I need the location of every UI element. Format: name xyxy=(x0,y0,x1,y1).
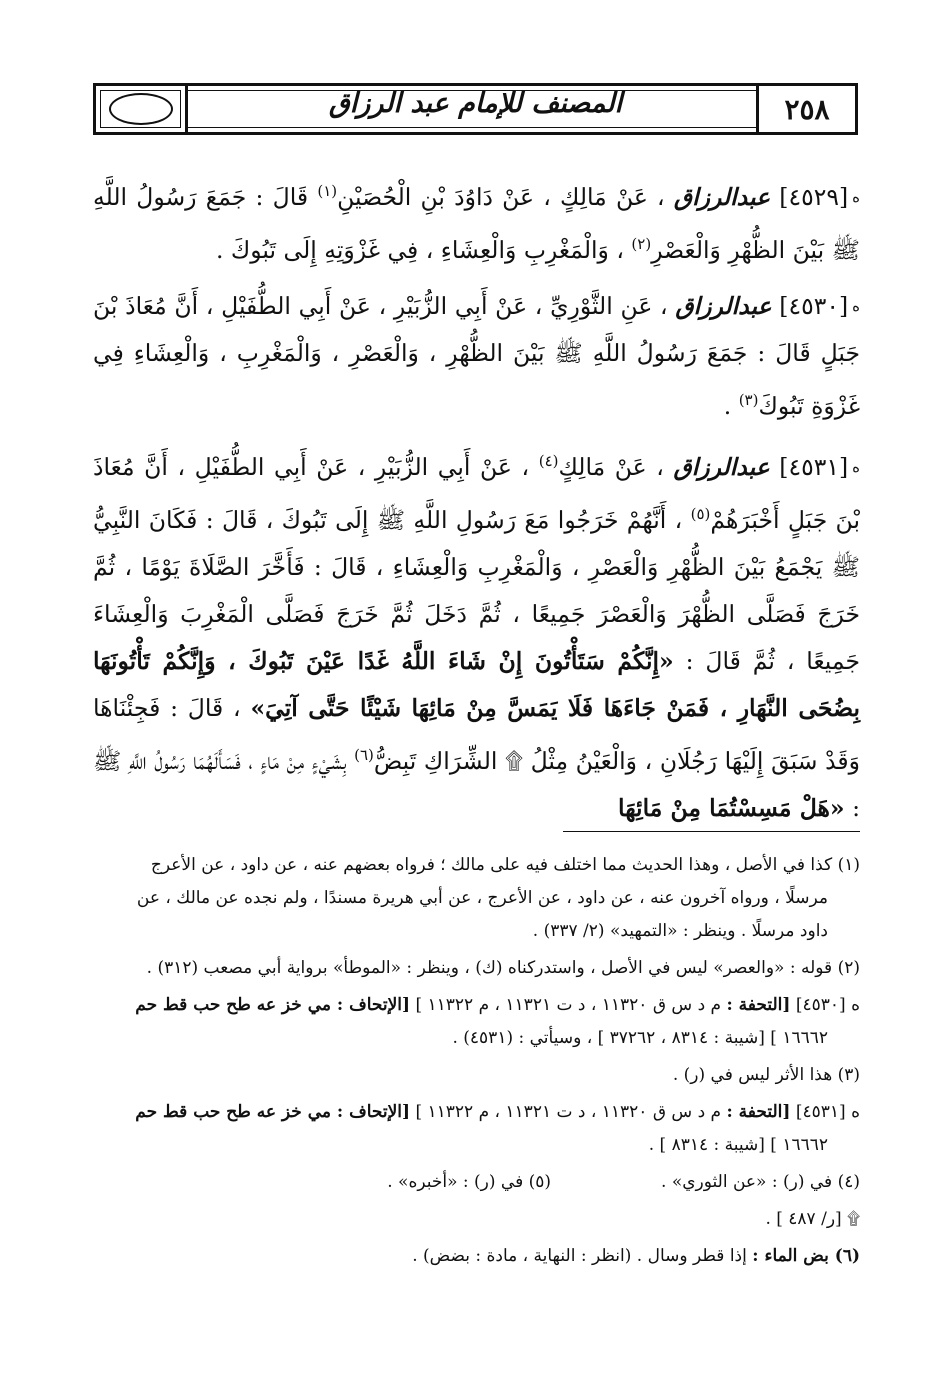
hadith-text: بِشَيْءٍ مِنْ مَاءٍ ، فَسَأَلَهُمَا رَسُولُ اللَّهِ ﷺ : xyxy=(93,746,860,822)
source-label: [التحفة : xyxy=(726,995,791,1015)
footnote-5: (٥) في (ر) : «أخبره» . xyxy=(387,1172,552,1192)
hadith-4531 xyxy=(93,438,860,831)
footnote-6-text: إذا قطر وسال . (انظر : النهاية ، مادة : بضض) . xyxy=(412,1246,747,1266)
page-header xyxy=(93,83,858,135)
footnote-6 xyxy=(93,1240,860,1273)
hadith-text: ، عَنْ أَبِي الزُّبَيْرِ ، عَنْ أَبِي الطُّفَيْلِ ، أَنَّ مُعَاذَ بْنَ جَبَلٍ أَخْبَرَهُمْ xyxy=(93,453,860,535)
page-number: ٢٥٨ xyxy=(784,92,830,126)
source-line xyxy=(93,989,860,1022)
hadith-text: قَالَ : جَمَعَ رَسُولُ اللَّهِ ﷺ بَيْنَ الظُّهْرِ وَالْعَصْرِ xyxy=(93,182,860,264)
footnote-ref: (٤) xyxy=(538,452,559,471)
footnotes-4-5 xyxy=(93,1166,860,1199)
hadith-text: ، قَالَ : فَجِئْنَاهَا وَقَدْ سَبَقَ إِلَيْهَا رَجُلَانِ ، وَالْعَيْنُ مِثْلُ ۩ الشِّرَاكِ تَبِضُّ xyxy=(93,694,860,775)
source-text: م د س ق ١١٣٢٠ ، د ت ١١٣٢١ ، م ١١٣٢٢ ] xyxy=(415,1102,722,1122)
book-title: المصنف للإمام عبد الرزاق xyxy=(328,88,623,119)
prophetic-quote: «إِنَّكُمْ سَتَأْتُونَ إِنْ شَاءَ اللَّهُ غَدًا عَيْنَ تَبُوكَ ، وَإِنَّكُمْ تَأْتُونَهَا بِضُحَى النَّهَارِ ، فَمَنْ جَاءَهَا فَلَا يَمَسَّ مِنْ مَائِهَا شَيْئًا حَتَّى آتِيَ» xyxy=(93,647,860,723)
hadith-4529 xyxy=(93,168,860,274)
source-text: م د س ق ١١٣٢٠ ، د ت ١١٣٢١ ، م ١١٣٢٢ ] xyxy=(415,995,722,1015)
source-marker: ه xyxy=(851,995,860,1015)
hadith-text: ، وَالْمَغْرِبِ وَالْعِشَاءِ ، فِي غَزْوَتِهِ إِلَى تَبُوكَ . xyxy=(215,235,624,264)
footnote-separator xyxy=(563,831,860,832)
footnote-1 xyxy=(93,849,860,948)
ornament-frame xyxy=(100,90,181,128)
hadith-author: عبدالرزاق xyxy=(673,182,771,211)
hadith-text: . xyxy=(723,391,732,420)
prophetic-quote: «هَلْ مَسِسْتُمَا مِنْ مَائِهَا xyxy=(618,793,845,822)
header-ornament xyxy=(93,83,188,135)
source-line: ١٦٦٦٢ ] [شيبة : ٨٣١٤ ] . xyxy=(648,1135,828,1155)
main-text xyxy=(93,168,860,841)
footnote-ref: (٣) xyxy=(738,390,759,409)
footnote-ref: (٦) xyxy=(354,746,374,765)
source-marker: ه xyxy=(851,1102,860,1122)
footnote-line: داود مرسلًا . وينظر : «التمهيد» (٢/ ٣٣٧) . xyxy=(532,921,828,941)
footnote-6-label: (٦) بض الماء : xyxy=(752,1246,860,1266)
footnote-ref: (٢) xyxy=(631,234,652,253)
hadith-number: [٤٥٣٠] xyxy=(779,291,849,320)
footnote-line: (١) كذا في الأصل ، وهذا الحديث مما اختلف فيه على مالك ؛ فرواه بعضهم عنه ، عن داود ، عن الأعرج xyxy=(150,855,860,875)
hadith-number: [٤٥٣١] xyxy=(779,453,849,482)
source-label: [الإتحاف : مي خز عه طح حب قط حم xyxy=(135,1102,411,1122)
footnote-ref: (٥) xyxy=(690,505,711,524)
page-number-box xyxy=(756,83,858,135)
ornament-seal xyxy=(109,93,173,125)
hadith-marker: ه xyxy=(852,187,860,206)
source-4531 xyxy=(93,1096,860,1162)
source-number: [٤٥٣٠] xyxy=(795,995,846,1015)
footnote-2: (٢) قوله : «والعصر» ليس في الأصل ، واستدركناه (ك) ، وينظر : «الموطأ» برواية أبي مصعب (٣١٢) . xyxy=(146,958,860,978)
hadith-author: عبدالرزاق xyxy=(673,453,770,482)
source-number: [٤٥٣١] xyxy=(795,1102,846,1122)
hadith-number: [٤٥٢٩] xyxy=(779,182,849,211)
source-line: ١٦٦٦٢ ] [شيبة : ٨٣١٤ ، ٣٧٢٦٢ ] ، وسيأتي : (٤٥٣١) . xyxy=(452,1028,828,1048)
hadith-4530 xyxy=(93,283,860,430)
hadith-text: ، عَنْ مَالِكٍ xyxy=(558,453,664,482)
footnote-4: (٤) في (ر) : «عن الثوري» . xyxy=(661,1172,860,1192)
hadith-text: ، أَنَّهُمْ خَرَجُوا مَعَ رَسُولِ اللَّهِ ﷺ إِلَى تَبُوكَ ، قَالَ : فَكَانَ النَّبِيُّ ﷺ يَجْمَعُ بَيْنَ الظُّهْرِ وَالْعَصْرِ ، وَالْمَغْرِبِ وَالْعِشَاءِ ، قَالَ : فَأَخَّرَ الصَّلَاةَ يَوْمًا ، ثُمَّ خَرَجَ فَصَلَّى الظُّهْرَ وَالْعَصْرَ جَمِيعًا ، ثُمَّ دَخَلَ ثُمَّ خَرَجَ فَصَلَّى الْمَغْرِبَ وَالْعِشَاءَ جَمِيعًا ، ثُمَّ قَالَ : xyxy=(93,506,861,676)
footnotes xyxy=(93,849,860,1277)
hadith-author: عبدالرزاق xyxy=(675,291,772,320)
source-label: [الإتحاف : مي خز عه طح حب قط حم xyxy=(135,995,411,1015)
hadith-text: ، عَنْ مَالِكٍ ، عَنْ دَاوُدَ بْنِ الْحُصَيْنِ xyxy=(337,182,665,211)
hadith-marker: ه xyxy=(852,296,860,315)
source-line xyxy=(93,1096,860,1129)
source-label: [التحفة : xyxy=(726,1102,791,1122)
folio-note: ۩ [ر/ ٤٨٧ ] . xyxy=(765,1209,860,1229)
hadith-text: ، عَنِ الثَّوْرِيِّ ، عَنْ أَبِي الزُّبَيْرِ ، عَنْ أَبِي الطُّفَيْلِ ، أَنَّ مُعَاذَ بْنَ جَبَلٍ قَالَ : جَمَعَ رَسُولُ اللَّهِ ﷺ بَيْنَ الظُّهْرِ ، وَالْعَصْرِ ، وَالْمَغْرِبِ ، وَالْعِشَاءِ فِي غَزْوَةِ تَبُوكَ xyxy=(93,291,860,420)
footnote-ref: (١) xyxy=(317,182,338,200)
hadith-marker: ه xyxy=(852,458,860,477)
footnote-line: مرسلًا ، ورواه آخرون عنه ، عن داود ، عن الأعرج ، عن أبي هريرة مسندًا ، ولم نجده عن مالك ، عن xyxy=(136,888,828,908)
footnote-3: (٣) هذا الأثر ليس في (ر) . xyxy=(672,1065,860,1085)
source-4530 xyxy=(93,989,860,1055)
